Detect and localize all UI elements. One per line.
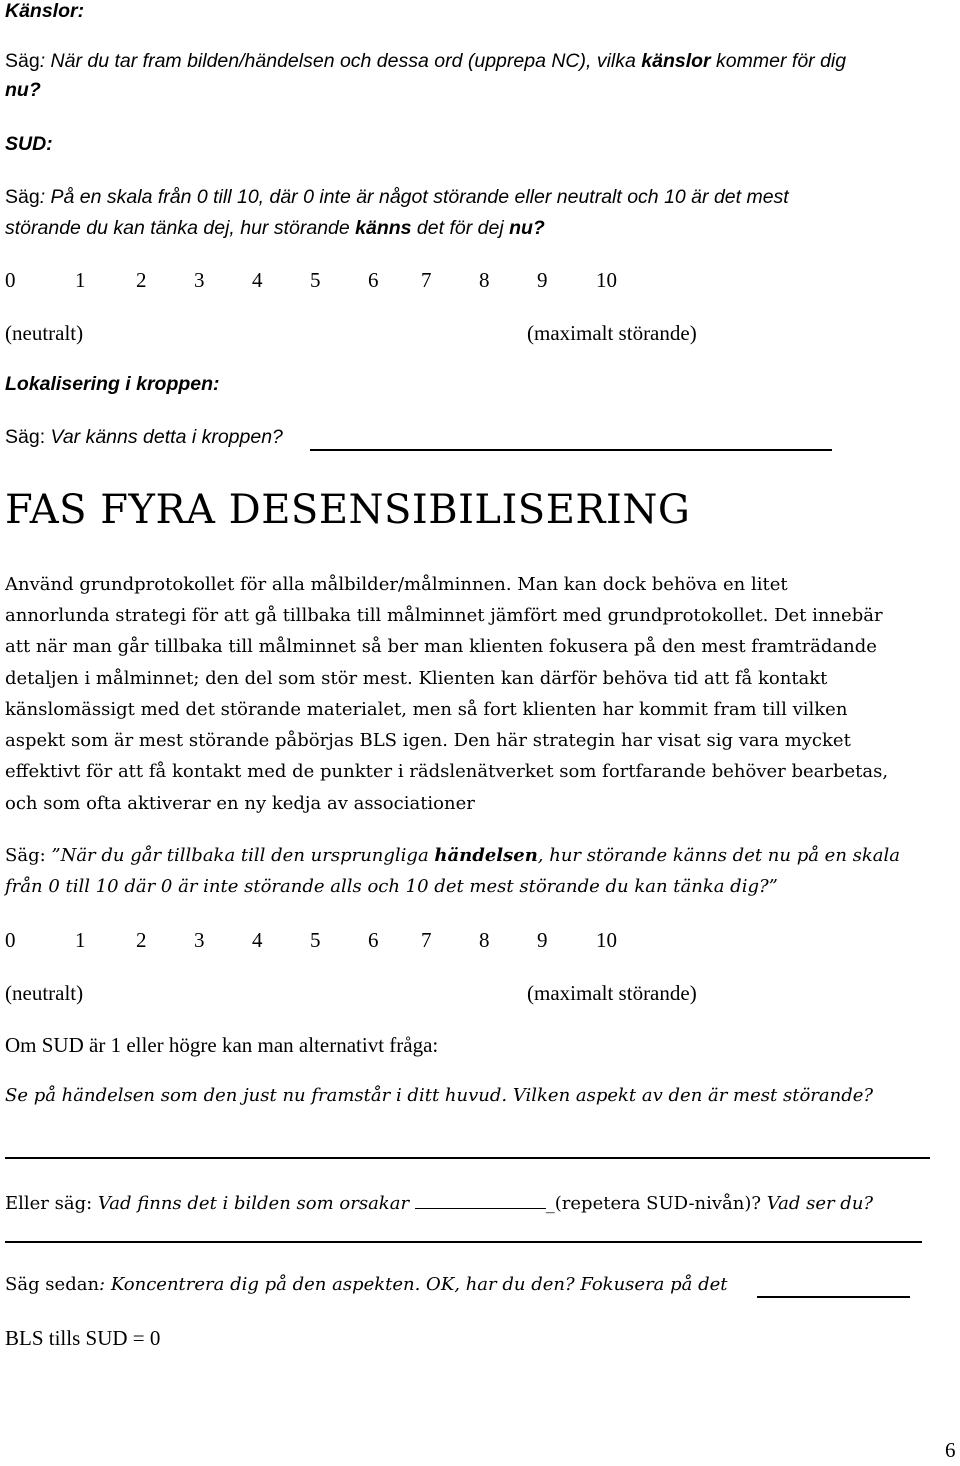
answer-line: [757, 1296, 910, 1298]
section-title: FAS FYRA DESENSIBILISERING: [5, 487, 691, 533]
feelings-bold-word: känslor: [641, 50, 711, 72]
paragraph-line: Använd grundprotokollet för alla målbilder/målminnen. Man kan dock behöva en litet: [5, 574, 788, 595]
sud-high-label: (maximalt störande): [527, 321, 697, 345]
then-say-question: : Koncentrera dig på den aspekten. OK, har du den? Fokusera på det: [99, 1274, 728, 1295]
scale-value: 2: [136, 268, 147, 292]
sud-say-line2: [5, 217, 545, 240]
phase-high-label: (maximalt störande): [527, 981, 697, 1005]
paragraph-line: att när man går tillbaka till målminnet så ber man klienten fokusera på den mest framträdande: [5, 636, 877, 657]
scale-value: 4: [252, 268, 263, 292]
sud-scale: [0, 268, 700, 296]
sud-question-line2b: det för dej: [411, 217, 510, 239]
or-say-question: Vad finns det i bilden som orsakar: [97, 1193, 415, 1214]
feelings-question-line2: nu?: [5, 79, 41, 101]
feelings-heading: Känslor:: [5, 0, 85, 22]
feelings-question: : När du tar fram bilden/händelsen och dessa ord (upprepa NC), vilka: [39, 50, 642, 72]
scale-value: 7: [421, 268, 432, 292]
scale-value: 9: [537, 268, 548, 292]
scale-value: 4: [252, 928, 263, 952]
say-label: Säg: [5, 186, 40, 208]
or-say-question2: Vad ser du?: [766, 1193, 874, 1214]
scale-value: 3: [194, 928, 205, 952]
scale-value: 3: [194, 268, 205, 292]
scale-value: 0: [5, 928, 16, 952]
say-label: Eller säg:: [5, 1193, 98, 1214]
scale-value: 7: [421, 928, 432, 952]
bls-instruction: BLS tills SUD = 0: [5, 1326, 161, 1350]
sud-heading: SUD:: [5, 133, 53, 155]
scale-value: 8: [479, 928, 490, 952]
phase-bold-word: händelsen: [434, 845, 538, 866]
say-label: Säg:: [5, 845, 52, 866]
scale-value: 9: [537, 928, 548, 952]
scale-value: 10: [596, 928, 617, 952]
scale-value: 6: [368, 268, 379, 292]
fill-blank: [415, 1190, 546, 1209]
location-heading: Lokalisering i kroppen:: [5, 373, 220, 395]
sud-question-line2a: störande du kan tänka dej, hur störande: [5, 217, 356, 239]
scale-value: 5: [310, 268, 321, 292]
paragraph-line: aspekt som är mest störande påbörjas BLS igen. Den här strategin har visat sig vara mycket: [5, 730, 851, 751]
say-label: Säg: [5, 50, 40, 72]
phase-low-label: (neutralt): [5, 981, 84, 1005]
phase-question-b: , hur störande känns det nu på en skala: [537, 845, 901, 866]
phase-question-a: ”När du går tillbaka till den ursprungliga: [51, 845, 435, 866]
scale-value: 6: [368, 928, 379, 952]
paragraph-line: och som ofta aktiverar en ny kedja av associationer: [5, 793, 475, 814]
sud-bold-now: nu?: [509, 217, 545, 239]
scale-value: 8: [479, 268, 490, 292]
page-number: 6: [945, 1438, 956, 1462]
alt-question: Se på händelsen som den just nu framstår i ditt huvud. Vilken aspekt av den är mest störande?: [5, 1085, 874, 1106]
or-say-line: [5, 1190, 873, 1214]
phase-say-line1: [5, 845, 900, 866]
alt-intro: Om SUD är 1 eller högre kan man alternativt fråga:: [5, 1033, 439, 1057]
sud-bold-word: känns: [355, 217, 412, 239]
paragraph-line: detaljen i målminnet; den del som stör mest. Klienten kan därför behöva tid att få kontakt: [5, 668, 828, 689]
answer-line: [5, 1157, 930, 1159]
scale-value: 5: [310, 928, 321, 952]
say-label: Säg:: [5, 426, 51, 448]
scale-value: 1: [75, 268, 86, 292]
phase-question-line2: från 0 till 10 där 0 är inte störande alls och 10 det mest störande du kan tänka dig?”: [5, 876, 778, 897]
paragraph-line: effektivt för att få kontakt med de punkter i rädslenätverket som fortfarande behöver bearbetas,: [5, 761, 889, 782]
or-say-mid: _(repetera SUD-nivån)?: [545, 1193, 767, 1214]
feelings-question-tail: kommer för dig: [710, 50, 847, 72]
answer-line: [310, 449, 832, 451]
then-say-line: [5, 1274, 728, 1295]
paragraph-line: annorlunda strategi för att gå tillbaka till målminnet jämfört med grundprotokollet. Det innebär: [5, 605, 883, 626]
sud-question-line1: : På en skala från 0 till 10, där 0 inte är något störande eller neutralt och 10 är det mest: [39, 186, 789, 208]
feelings-say-line: [5, 50, 846, 73]
scale-value: 1: [75, 928, 86, 952]
scale-value: 2: [136, 928, 147, 952]
sud-say-line1: [5, 186, 789, 209]
scale-value: 10: [596, 268, 617, 292]
paragraph-line: känslomässigt med det störande materialet, men så fort klienten har kommit fram till vilken: [5, 699, 848, 720]
phase-scale: [0, 928, 700, 956]
say-label: Säg sedan: [5, 1274, 100, 1295]
location-say-line: [5, 426, 283, 449]
answer-line: [5, 1241, 922, 1243]
location-question: Var känns detta i kroppen?: [50, 426, 283, 448]
scale-value: 0: [5, 268, 16, 292]
sud-low-label: (neutralt): [5, 321, 84, 345]
